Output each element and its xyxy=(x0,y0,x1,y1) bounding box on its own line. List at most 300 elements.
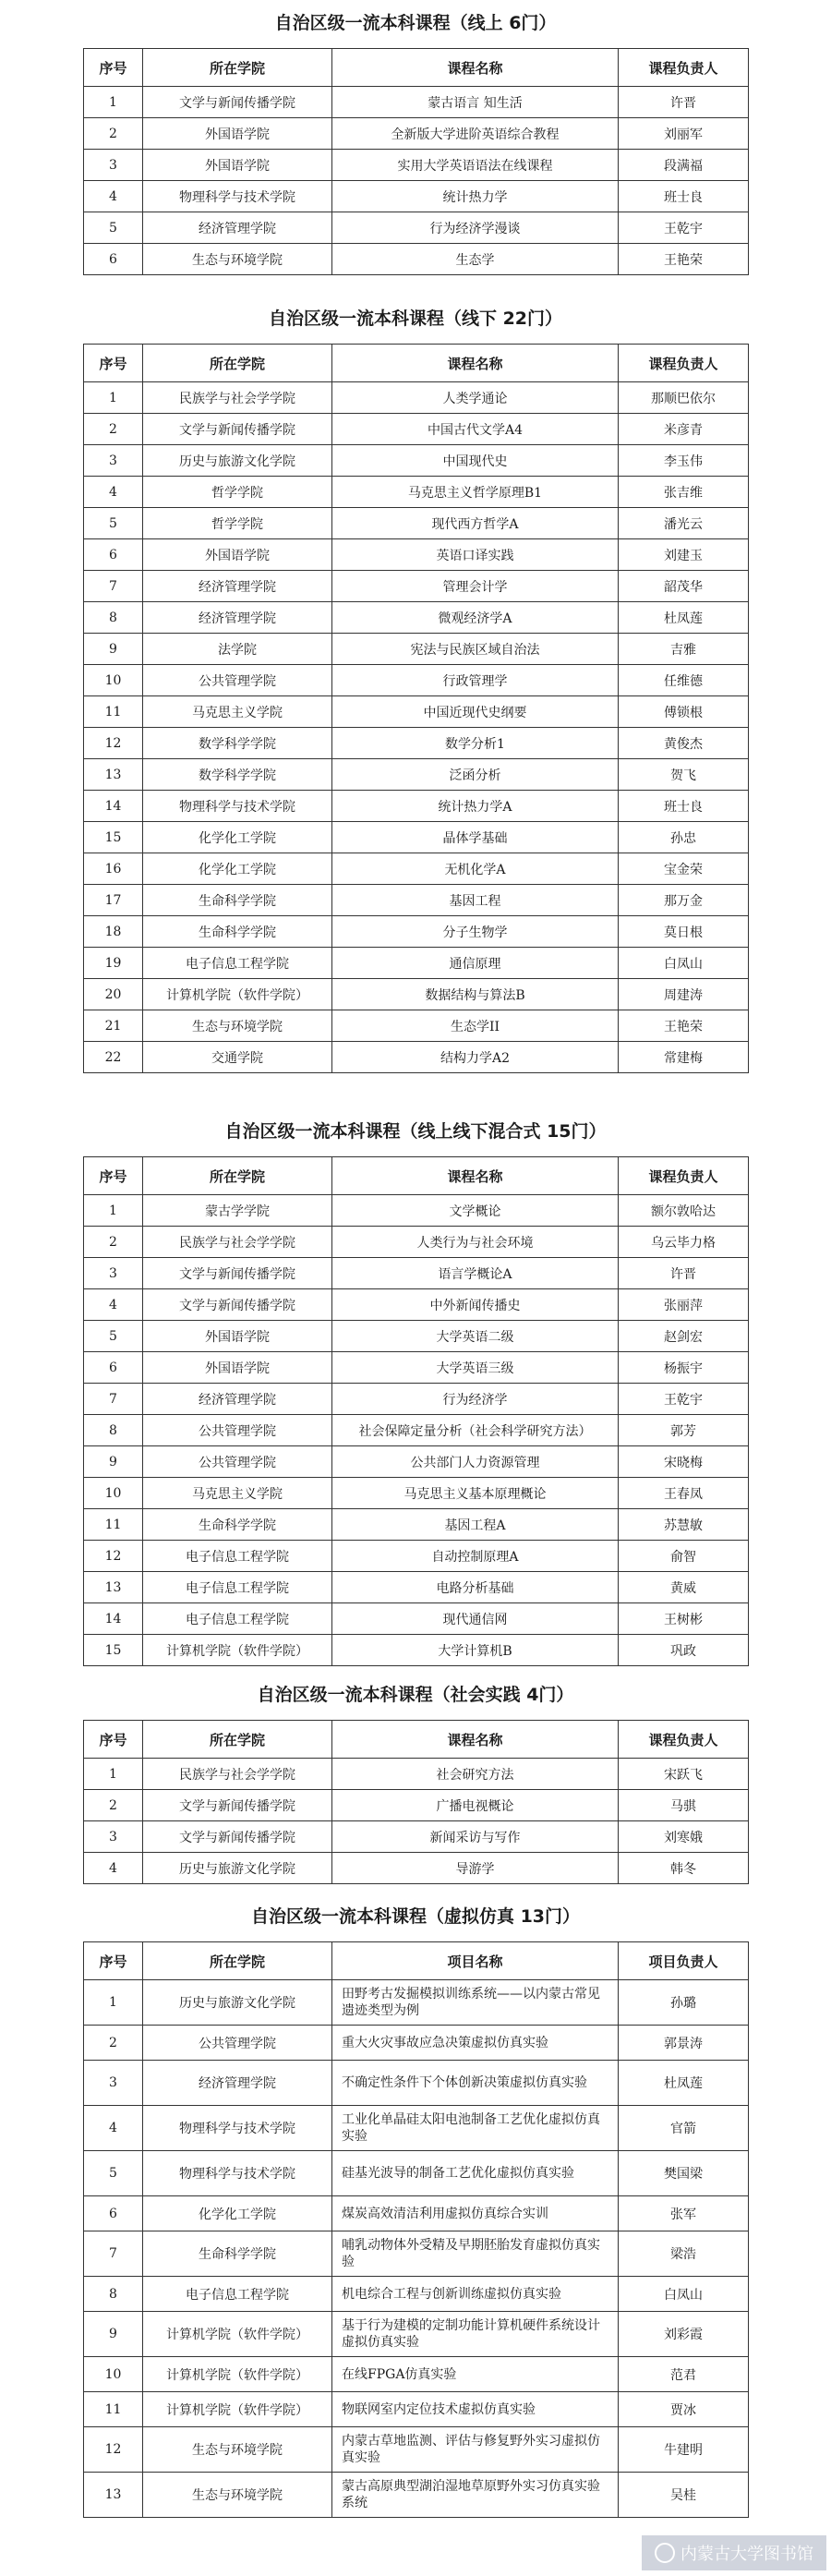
table-row xyxy=(84,1821,749,1853)
table-row xyxy=(84,665,749,696)
instructor-cell: 杜凤莲 xyxy=(619,602,749,634)
course-name-cell: 广播电视概论 xyxy=(332,1790,619,1821)
instructor-cell: 许晋 xyxy=(619,1258,749,1289)
table-row xyxy=(84,1541,749,1572)
table-row xyxy=(84,979,749,1010)
college-cell: 电子信息工程学院 xyxy=(143,948,332,979)
table-row xyxy=(84,414,749,445)
college-cell: 计算机学院（软件学院） xyxy=(143,2312,332,2357)
row-number: 4 xyxy=(84,2106,143,2151)
column-header: 项目名称 xyxy=(332,1942,619,1980)
table-row xyxy=(84,2473,749,2518)
watermark-text: 内蒙古大学图书馆 xyxy=(680,2545,813,2564)
row-number: 15 xyxy=(84,822,143,853)
course-name-cell: 自动控制原理A xyxy=(332,1541,619,1572)
table-row xyxy=(84,2277,749,2312)
instructor-cell: 刘寒娥 xyxy=(619,1821,749,1853)
instructor-cell: 王乾宇 xyxy=(619,212,749,244)
college-cell: 民族学与社会学学院 xyxy=(143,382,332,414)
row-number: 3 xyxy=(84,1258,143,1289)
instructor-cell: 牛建明 xyxy=(619,2427,749,2473)
college-cell: 蒙古学学院 xyxy=(143,1195,332,1227)
course-name-cell: 人类学通论 xyxy=(332,382,619,414)
instructor-cell: 王艳荣 xyxy=(619,1010,749,1042)
course-name-cell: 内蒙古草地监测、评估与修复野外实习虚拟仿真实验 xyxy=(332,2427,619,2473)
row-number: 2 xyxy=(84,2026,143,2061)
college-cell: 化学化工学院 xyxy=(143,853,332,885)
instructor-cell: 李玉伟 xyxy=(619,445,749,477)
instructor-cell: 班士良 xyxy=(619,181,749,212)
instructor-cell: 黄俊杰 xyxy=(619,728,749,759)
table-row xyxy=(84,1509,749,1541)
college-cell: 历史与旅游文化学院 xyxy=(143,1853,332,1884)
library-logo-icon xyxy=(655,2543,675,2563)
column-header: 课程名称 xyxy=(332,1721,619,1759)
table-row xyxy=(84,382,749,414)
table-row xyxy=(84,728,749,759)
course-name-cell: 中国现代史 xyxy=(332,445,619,477)
college-cell: 马克思主义学院 xyxy=(143,1478,332,1509)
table-row xyxy=(84,477,749,508)
row-number: 22 xyxy=(84,1042,143,1073)
college-cell: 电子信息工程学院 xyxy=(143,1603,332,1635)
instructor-cell: 常建梅 xyxy=(619,1042,749,1073)
row-number: 7 xyxy=(84,2231,143,2277)
table-row xyxy=(84,150,749,181)
row-number: 12 xyxy=(84,1541,143,1572)
college-cell: 物理科学与技术学院 xyxy=(143,791,332,822)
table-row xyxy=(84,1258,749,1289)
column-header: 序号 xyxy=(84,1942,143,1980)
row-number: 11 xyxy=(84,2392,143,2427)
table-row xyxy=(84,1853,749,1884)
course-name-cell: 工业化单晶硅太阳电池制备工艺优化虚拟仿真实验 xyxy=(332,2106,619,2151)
row-number: 13 xyxy=(84,2473,143,2518)
college-cell: 哲学学院 xyxy=(143,508,332,539)
course-name-cell: 数据结构与算法B xyxy=(332,979,619,1010)
college-cell: 计算机学院（软件学院） xyxy=(143,2392,332,2427)
instructor-cell: 官箭 xyxy=(619,2106,749,2151)
row-number: 7 xyxy=(84,1384,143,1415)
college-cell: 经济管理学院 xyxy=(143,602,332,634)
course-table xyxy=(83,1941,749,2518)
course-name-cell: 硅基光波导的制备工艺优化虚拟仿真实验 xyxy=(332,2151,619,2196)
instructor-cell: 郭芳 xyxy=(619,1415,749,1446)
college-cell: 化学化工学院 xyxy=(143,822,332,853)
instructor-cell: 梁浩 xyxy=(619,2231,749,2277)
row-number: 2 xyxy=(84,1227,143,1258)
course-name-cell: 社会保障定量分析（社会科学研究方法） xyxy=(332,1415,619,1446)
college-cell: 物理科学与技术学院 xyxy=(143,181,332,212)
row-number: 6 xyxy=(84,2196,143,2231)
college-cell: 文学与新闻传播学院 xyxy=(143,1289,332,1321)
table-header-row xyxy=(84,1721,749,1759)
column-header: 课程负责人 xyxy=(619,1157,749,1195)
instructor-cell: 贾冰 xyxy=(619,2392,749,2427)
table-header-row xyxy=(84,345,749,382)
table-row xyxy=(84,634,749,665)
instructor-cell: 俞智 xyxy=(619,1541,749,1572)
row-number: 21 xyxy=(84,1010,143,1042)
table-row xyxy=(84,1289,749,1321)
table-row xyxy=(84,1227,749,1258)
row-number: 17 xyxy=(84,885,143,916)
row-number: 2 xyxy=(84,118,143,150)
instructor-cell: 杜凤莲 xyxy=(619,2061,749,2106)
instructor-cell: 周建涛 xyxy=(619,979,749,1010)
course-name-cell: 晶体学基础 xyxy=(332,822,619,853)
row-number: 4 xyxy=(84,1853,143,1884)
course-name-cell: 物联网室内定位技术虚拟仿真实验 xyxy=(332,2392,619,2427)
row-number: 8 xyxy=(84,602,143,634)
row-number: 5 xyxy=(84,2151,143,2196)
course-name-cell: 结构力学A2 xyxy=(332,1042,619,1073)
table-header-row xyxy=(84,1157,749,1195)
table-row xyxy=(84,2151,749,2196)
table-row xyxy=(84,1635,749,1666)
course-name-cell: 现代通信网 xyxy=(332,1603,619,1635)
table-row xyxy=(84,1790,749,1821)
row-number: 1 xyxy=(84,382,143,414)
course-name-cell: 基因工程A xyxy=(332,1509,619,1541)
course-name-cell: 大学英语三级 xyxy=(332,1352,619,1384)
college-cell: 生态与环境学院 xyxy=(143,244,332,275)
section-title: 自治区级一流本科课程（线上线下混合式 15门） xyxy=(224,1121,607,1142)
table-row xyxy=(84,2231,749,2277)
college-cell: 计算机学院（软件学院） xyxy=(143,2357,332,2392)
table-header-row xyxy=(84,49,749,87)
row-number: 4 xyxy=(84,477,143,508)
instructor-cell: 郭景涛 xyxy=(619,2026,749,2061)
table-row xyxy=(84,2357,749,2392)
college-cell: 外国语学院 xyxy=(143,118,332,150)
table-row xyxy=(84,1384,749,1415)
table-row xyxy=(84,2427,749,2473)
column-header: 项目负责人 xyxy=(619,1942,749,1980)
course-name-cell: 大学计算机B xyxy=(332,1635,619,1666)
college-cell: 法学院 xyxy=(143,634,332,665)
row-number: 5 xyxy=(84,508,143,539)
row-number: 14 xyxy=(84,1603,143,1635)
row-number: 20 xyxy=(84,979,143,1010)
table-row xyxy=(84,602,749,634)
row-number: 16 xyxy=(84,853,143,885)
table-row xyxy=(84,2026,749,2061)
column-header: 课程负责人 xyxy=(619,1721,749,1759)
course-name-cell: 中国古代文学A4 xyxy=(332,414,619,445)
instructor-cell: 许晋 xyxy=(619,87,749,118)
instructor-cell: 王艳荣 xyxy=(619,244,749,275)
row-number: 3 xyxy=(84,445,143,477)
table-row xyxy=(84,696,749,728)
row-number: 3 xyxy=(84,1821,143,1853)
column-header: 序号 xyxy=(84,1721,143,1759)
course-name-cell: 公共部门人力资源管理 xyxy=(332,1446,619,1478)
table-row xyxy=(84,2106,749,2151)
section-title: 自治区级一流本科课程（线上 6门） xyxy=(274,13,557,33)
college-cell: 民族学与社会学学院 xyxy=(143,1227,332,1258)
course-name-cell: 实用大学英语语法在线课程 xyxy=(332,150,619,181)
table-header-row xyxy=(84,1942,749,1980)
row-number: 15 xyxy=(84,1635,143,1666)
college-cell: 生态与环境学院 xyxy=(143,2427,332,2473)
course-name-cell: 重大火灾事故应急决策虚拟仿真实验 xyxy=(332,2026,619,2061)
table-row xyxy=(84,1446,749,1478)
course-table xyxy=(83,48,749,275)
table-row xyxy=(84,1572,749,1603)
row-number: 8 xyxy=(84,1415,143,1446)
college-cell: 文学与新闻传播学院 xyxy=(143,414,332,445)
table-row xyxy=(84,2392,749,2427)
instructor-cell: 刘建玉 xyxy=(619,539,749,571)
college-cell: 交通学院 xyxy=(143,1042,332,1073)
course-name-cell: 田野考古发掘模拟训练系统——以内蒙古常见遗迹类型为例 xyxy=(332,1980,619,2026)
college-cell: 马克思主义学院 xyxy=(143,696,332,728)
course-name-cell: 管理会计学 xyxy=(332,571,619,602)
college-cell: 数学科学学院 xyxy=(143,759,332,791)
table-row xyxy=(84,571,749,602)
instructor-cell: 韩冬 xyxy=(619,1853,749,1884)
instructor-cell: 苏慧敏 xyxy=(619,1509,749,1541)
row-number: 10 xyxy=(84,665,143,696)
course-name-cell: 大学英语二级 xyxy=(332,1321,619,1352)
college-cell: 化学化工学院 xyxy=(143,2196,332,2231)
row-number: 4 xyxy=(84,181,143,212)
table-row xyxy=(84,948,749,979)
instructor-cell: 黄威 xyxy=(619,1572,749,1603)
instructor-cell: 马骐 xyxy=(619,1790,749,1821)
column-header: 序号 xyxy=(84,1157,143,1195)
instructor-cell: 樊国梁 xyxy=(619,2151,749,2196)
college-cell: 外国语学院 xyxy=(143,1321,332,1352)
table-row xyxy=(84,445,749,477)
instructor-cell: 孙忠 xyxy=(619,822,749,853)
course-name-cell: 英语口译实践 xyxy=(332,539,619,571)
college-cell: 公共管理学院 xyxy=(143,1415,332,1446)
column-header: 所在学院 xyxy=(143,345,332,382)
college-cell: 经济管理学院 xyxy=(143,571,332,602)
course-name-cell: 不确定性条件下个体创新决策虚拟仿真实验 xyxy=(332,2061,619,2106)
table-row xyxy=(84,853,749,885)
row-number: 12 xyxy=(84,2427,143,2473)
course-name-cell: 机电综合工程与创新训练虚拟仿真实验 xyxy=(332,2277,619,2312)
column-header: 课程名称 xyxy=(332,1157,619,1195)
row-number: 8 xyxy=(84,2277,143,2312)
table-row xyxy=(84,822,749,853)
college-cell: 经济管理学院 xyxy=(143,212,332,244)
college-cell: 公共管理学院 xyxy=(143,665,332,696)
table-row xyxy=(84,1352,749,1384)
course-name-cell: 文学概论 xyxy=(332,1195,619,1227)
course-name-cell: 基于行为建模的定制功能计算机硬件系统设计虚拟仿真实验 xyxy=(332,2312,619,2357)
row-number: 5 xyxy=(84,1321,143,1352)
column-header: 序号 xyxy=(84,49,143,87)
row-number: 2 xyxy=(84,1790,143,1821)
column-header: 所在学院 xyxy=(143,1942,332,1980)
college-cell: 生命科学学院 xyxy=(143,885,332,916)
course-name-cell: 数学分析1 xyxy=(332,728,619,759)
table-row xyxy=(84,181,749,212)
row-number: 10 xyxy=(84,1478,143,1509)
table-row xyxy=(84,87,749,118)
course-table xyxy=(83,344,749,1073)
college-cell: 生命科学学院 xyxy=(143,2231,332,2277)
row-number: 6 xyxy=(84,244,143,275)
table-row xyxy=(84,212,749,244)
column-header: 课程负责人 xyxy=(619,49,749,87)
course-name-cell: 统计热力学A xyxy=(332,791,619,822)
course-name-cell: 行政管理学 xyxy=(332,665,619,696)
course-name-cell: 全新版大学进阶英语综合教程 xyxy=(332,118,619,150)
table-row xyxy=(84,759,749,791)
row-number: 11 xyxy=(84,696,143,728)
college-cell: 生态与环境学院 xyxy=(143,2473,332,2518)
table-row xyxy=(84,916,749,948)
instructor-cell: 那顺巴依尔 xyxy=(619,382,749,414)
row-number: 6 xyxy=(84,539,143,571)
row-number: 1 xyxy=(84,1980,143,2026)
course-name-cell: 宪法与民族区域自治法 xyxy=(332,634,619,665)
college-cell: 公共管理学院 xyxy=(143,1446,332,1478)
instructor-cell: 杨振宇 xyxy=(619,1352,749,1384)
column-header: 课程名称 xyxy=(332,345,619,382)
row-number: 12 xyxy=(84,728,143,759)
section-title: 自治区级一流本科课程（线下 22门） xyxy=(268,308,563,329)
course-name-cell: 哺乳动物体外受精及早期胚胎发育虚拟仿真实验 xyxy=(332,2231,619,2277)
instructor-cell: 王春凤 xyxy=(619,1478,749,1509)
course-name-cell: 中外新闻传播史 xyxy=(332,1289,619,1321)
course-name-cell: 无机化学A xyxy=(332,853,619,885)
section-title: 自治区级一流本科课程（社会实践 4门） xyxy=(257,1685,574,1705)
instructor-cell: 宝金荣 xyxy=(619,853,749,885)
instructor-cell: 潘光云 xyxy=(619,508,749,539)
college-cell: 经济管理学院 xyxy=(143,1384,332,1415)
table-row xyxy=(84,1042,749,1073)
table-row xyxy=(84,539,749,571)
table-row xyxy=(84,2312,749,2357)
instructor-cell: 王树彬 xyxy=(619,1603,749,1635)
college-cell: 文学与新闻传播学院 xyxy=(143,1790,332,1821)
row-number: 1 xyxy=(84,1195,143,1227)
course-name-cell: 电路分析基础 xyxy=(332,1572,619,1603)
row-number: 18 xyxy=(84,916,143,948)
table-row xyxy=(84,1478,749,1509)
row-number: 1 xyxy=(84,1759,143,1790)
instructor-cell: 王乾宇 xyxy=(619,1384,749,1415)
instructor-cell: 巩政 xyxy=(619,1635,749,1666)
column-header: 所在学院 xyxy=(143,1157,332,1195)
table-row xyxy=(84,1195,749,1227)
row-number: 3 xyxy=(84,150,143,181)
table-row xyxy=(84,1980,749,2026)
table-row xyxy=(84,118,749,150)
instructor-cell: 额尔敦哈达 xyxy=(619,1195,749,1227)
table-row xyxy=(84,1415,749,1446)
row-number: 5 xyxy=(84,212,143,244)
table-row xyxy=(84,1603,749,1635)
row-number: 6 xyxy=(84,1352,143,1384)
instructor-cell: 任维德 xyxy=(619,665,749,696)
college-cell: 外国语学院 xyxy=(143,1352,332,1384)
college-cell: 公共管理学院 xyxy=(143,2026,332,2061)
instructor-cell: 傅锁根 xyxy=(619,696,749,728)
table-row xyxy=(84,2061,749,2106)
college-cell: 数学科学学院 xyxy=(143,728,332,759)
course-name-cell: 在线FPGA仿真实验 xyxy=(332,2357,619,2392)
college-cell: 生命科学学院 xyxy=(143,1509,332,1541)
instructor-cell: 白凤山 xyxy=(619,948,749,979)
college-cell: 经济管理学院 xyxy=(143,2061,332,2106)
college-cell: 物理科学与技术学院 xyxy=(143,2151,332,2196)
course-name-cell: 人类行为与社会环境 xyxy=(332,1227,619,1258)
table-row xyxy=(84,791,749,822)
course-name-cell: 马克思主义哲学原理B1 xyxy=(332,477,619,508)
college-cell: 外国语学院 xyxy=(143,150,332,181)
row-number: 2 xyxy=(84,414,143,445)
table-row xyxy=(84,244,749,275)
column-header: 所在学院 xyxy=(143,1721,332,1759)
course-name-cell: 微观经济学A xyxy=(332,602,619,634)
instructor-cell: 宋晓梅 xyxy=(619,1446,749,1478)
row-number: 9 xyxy=(84,2312,143,2357)
college-cell: 生态与环境学院 xyxy=(143,1010,332,1042)
table-row xyxy=(84,1010,749,1042)
course-name-cell: 蒙古语言 知生活 xyxy=(332,87,619,118)
column-header: 课程名称 xyxy=(332,49,619,87)
college-cell: 民族学与社会学学院 xyxy=(143,1759,332,1790)
column-header: 序号 xyxy=(84,345,143,382)
course-name-cell: 生态学II xyxy=(332,1010,619,1042)
instructor-cell: 米彦青 xyxy=(619,414,749,445)
college-cell: 文学与新闻传播学院 xyxy=(143,1821,332,1853)
course-name-cell: 分子生物学 xyxy=(332,916,619,948)
table-row xyxy=(84,885,749,916)
instructor-cell: 那万金 xyxy=(619,885,749,916)
row-number: 9 xyxy=(84,1446,143,1478)
course-name-cell: 语言学概论A xyxy=(332,1258,619,1289)
table-row xyxy=(84,508,749,539)
course-name-cell: 基因工程 xyxy=(332,885,619,916)
column-header: 所在学院 xyxy=(143,49,332,87)
instructor-cell: 范君 xyxy=(619,2357,749,2392)
college-cell: 电子信息工程学院 xyxy=(143,1541,332,1572)
row-number: 4 xyxy=(84,1289,143,1321)
instructor-cell: 吴桂 xyxy=(619,2473,749,2518)
instructor-cell: 孙璐 xyxy=(619,1980,749,2026)
instructor-cell: 宋跃飞 xyxy=(619,1759,749,1790)
instructor-cell: 韶茂华 xyxy=(619,571,749,602)
course-name-cell: 统计热力学 xyxy=(332,181,619,212)
course-name-cell: 通信原理 xyxy=(332,948,619,979)
college-cell: 电子信息工程学院 xyxy=(143,1572,332,1603)
college-cell: 计算机学院（软件学院） xyxy=(143,1635,332,1666)
row-number: 11 xyxy=(84,1509,143,1541)
instructor-cell: 张吉维 xyxy=(619,477,749,508)
section-title: 自治区级一流本科课程（虚拟仿真 13门） xyxy=(250,1906,581,1927)
course-name-cell: 煤炭高效清洁利用虚拟仿真综合实训 xyxy=(332,2196,619,2231)
row-number: 13 xyxy=(84,759,143,791)
table-row xyxy=(84,1759,749,1790)
course-name-cell: 蒙古高原典型湖泊湿地草原野外实习仿真实验系统 xyxy=(332,2473,619,2518)
course-name-cell: 马克思主义基本原理概论 xyxy=(332,1478,619,1509)
instructor-cell: 刘丽军 xyxy=(619,118,749,150)
course-name-cell: 生态学 xyxy=(332,244,619,275)
instructor-cell: 莫日根 xyxy=(619,916,749,948)
row-number: 19 xyxy=(84,948,143,979)
college-cell: 文学与新闻传播学院 xyxy=(143,1258,332,1289)
instructor-cell: 刘彩霞 xyxy=(619,2312,749,2357)
instructor-cell: 白凤山 xyxy=(619,2277,749,2312)
